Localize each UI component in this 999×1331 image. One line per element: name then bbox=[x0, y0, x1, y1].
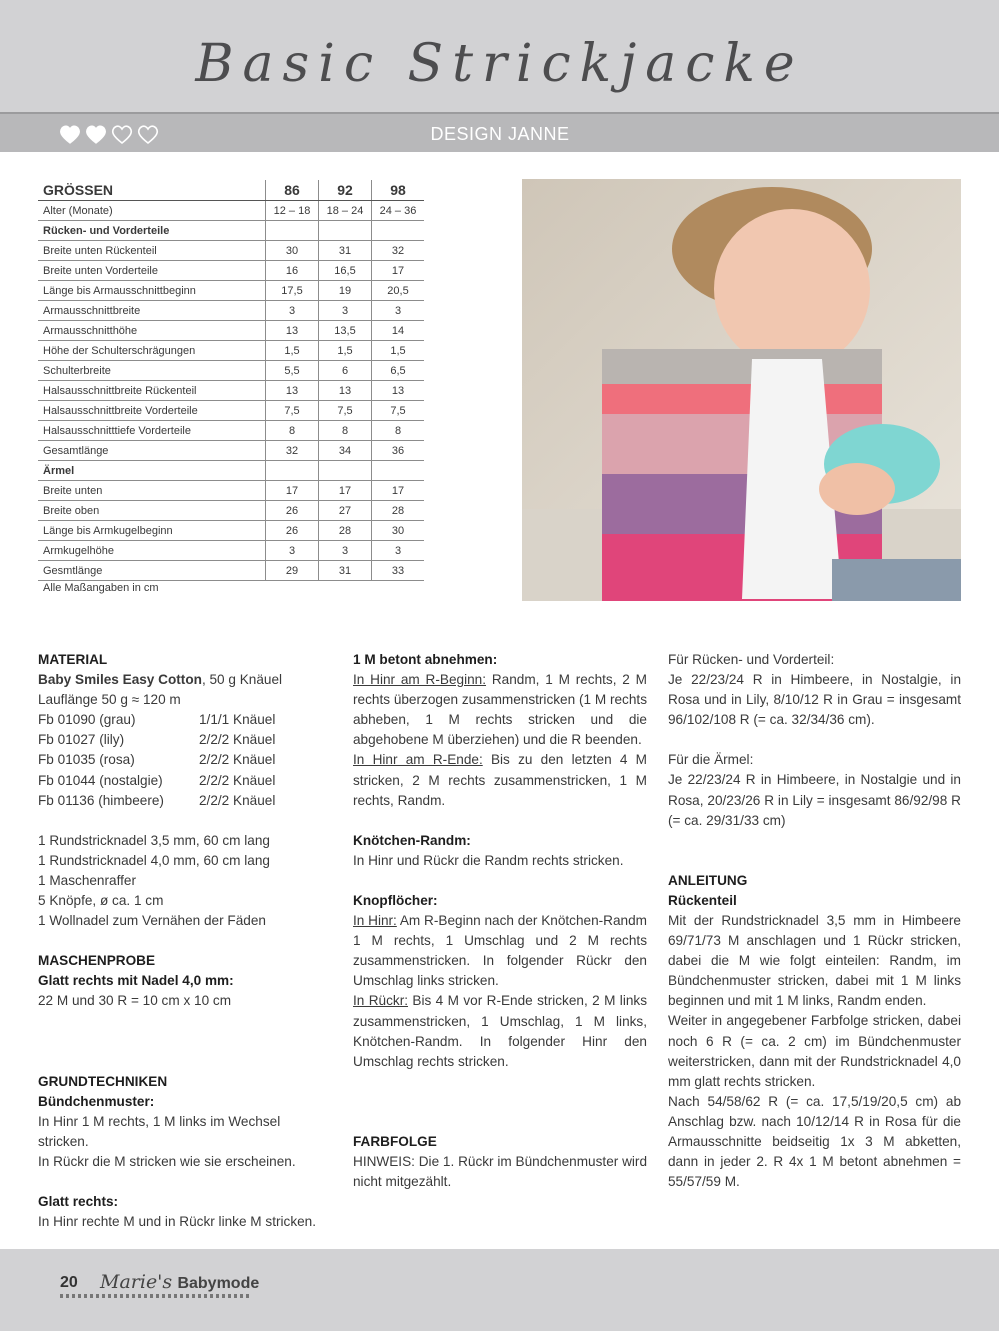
size-value: 33 bbox=[372, 561, 425, 581]
row-label: Armausschnittbreite bbox=[38, 301, 266, 321]
row-label: Länge bis Armausschnittbeginn bbox=[38, 281, 266, 301]
heart-filled-icon bbox=[61, 126, 80, 143]
table-row bbox=[38, 221, 424, 241]
knopfloecher-2-label: In Rückr: bbox=[353, 993, 409, 1009]
knopfloecher-1 bbox=[353, 911, 647, 991]
row-label: Gesmtlänge bbox=[38, 561, 266, 581]
table-row bbox=[38, 421, 424, 441]
sizes-table bbox=[38, 180, 424, 581]
size-value: 13 bbox=[372, 381, 425, 401]
column-techniques bbox=[353, 650, 647, 1192]
color-amount: 2/2/2 Knäuel bbox=[199, 792, 276, 808]
color-code: Fb 01027 (lily) bbox=[38, 732, 125, 748]
size-value: 16 bbox=[266, 261, 319, 281]
yarn-line bbox=[38, 670, 328, 690]
color-code: Fb 01044 (nostalgie) bbox=[38, 772, 163, 788]
size-value: 32 bbox=[372, 241, 425, 261]
rueckenteil-p1: Mit der Rundstricknadel 3,5 mm in Himbeere 69/71/73 M anschlagen und 1 Rückr stricken, dabei die M wie folgt einteilen: Randm, im Bündchenmuster stricken, dabei mit 1 M links beginnen und mit 1 M links, Randm enden. bbox=[668, 912, 961, 1009]
row-label: Ärmel bbox=[38, 461, 266, 481]
size-value: 30 bbox=[372, 521, 425, 541]
row-label: Höhe der Schulterschrägungen bbox=[38, 341, 266, 361]
rueckenteil-p2: Weiter in angegebener Farbfolge stricken, dabei noch 6 R (= ca. 2 cm) im Bündchenmuster weiterstricken, dann mit der Rundstricknadel 4,0 mm glatt rechts stricken. bbox=[668, 1013, 961, 1089]
table-row bbox=[38, 281, 424, 301]
rv-text: Je 22/23/24 R in Himbeere, in Nostalgie, in Rosa und in Lily, 8/10/12 R in Grau = insgesamt 96/102/108 R (= ca. 32/34/36 cm). bbox=[668, 672, 961, 728]
grundtechniken-heading: GRUNDTECHNIKEN bbox=[38, 1073, 168, 1089]
column-instructions bbox=[668, 650, 961, 1192]
row-label: Gesamtlänge bbox=[38, 441, 266, 461]
page-title: Basic Strickjacke bbox=[195, 34, 804, 94]
knopfloecher-2-text: Bis 4 M vor R-Ende stricken, 2 M links zusammenstricken, 1 Umschlag, 1 M links, Knötchen-Randm. In folgender Hinr den Umschlag rechts stricken. bbox=[353, 993, 647, 1069]
color-code: Fb 01090 (grau) bbox=[38, 712, 136, 728]
size-value: 34 bbox=[319, 441, 372, 461]
table-row bbox=[38, 381, 424, 401]
color-row bbox=[38, 771, 328, 791]
knopfloecher-1-text: Am R-Beginn nach der Knötchen-Randm 1 M rechts, 1 Umschlag und 2 M rechts zusammenstricken. In folgender Rückr den Umschlag links stricken. bbox=[353, 913, 647, 989]
size-value: 26 bbox=[266, 501, 319, 521]
size-value: 32 bbox=[266, 441, 319, 461]
row-label: GRÖSSEN bbox=[38, 180, 266, 201]
row-label: Breite unten Vorderteile bbox=[38, 261, 266, 281]
material-heading: MATERIAL bbox=[38, 652, 108, 667]
rv-heading: Für Rücken- und Vorderteil: bbox=[668, 652, 835, 667]
size-value bbox=[372, 221, 425, 241]
row-label: Breite oben bbox=[38, 501, 266, 521]
size-value: 16,5 bbox=[319, 261, 372, 281]
yarn-name: Baby Smiles Easy Cotton bbox=[38, 672, 202, 688]
magazine-brand bbox=[100, 1271, 259, 1294]
aermel-text: Je 22/23/24 R in Himbeere, in Nostalgie und in Rosa, 20/23/26 R in Lily = insgesamt 86/92/98 R (= ca. 29/31/33 cm) bbox=[668, 772, 961, 828]
tool-item: 1 Wollnadel zum Vernähen der Fäden bbox=[38, 913, 266, 929]
size-value: 20,5 bbox=[372, 281, 425, 301]
size-value: 7,5 bbox=[266, 401, 319, 421]
table-row bbox=[38, 401, 424, 421]
size-value: 3 bbox=[266, 301, 319, 321]
size-value bbox=[266, 221, 319, 241]
row-label: Breite unten Rückenteil bbox=[38, 241, 266, 261]
column-material bbox=[38, 650, 328, 1232]
size-value: 18 – 24 bbox=[319, 201, 372, 221]
size-value: 24 – 36 bbox=[372, 201, 425, 221]
size-value: 27 bbox=[319, 501, 372, 521]
table-row bbox=[38, 481, 424, 501]
size-value: 3 bbox=[372, 541, 425, 561]
table-row bbox=[38, 201, 424, 221]
tool-item: 1 Rundstricknadel 3,5 mm, 60 cm lang bbox=[38, 832, 270, 848]
size-value: 31 bbox=[319, 241, 372, 261]
lauflaenge: Lauflänge 50 g ≈ 120 m bbox=[38, 692, 181, 708]
abnehmen-1-text: Randm, 1 M rechts, 2 M rechts überzogen zusammenstricken (1 M rechts abheben, 1 M rechts stricken und die abgehobene M überziehen) und die R beenden. bbox=[353, 672, 647, 748]
table-note: Alle Maßangaben in cm bbox=[43, 582, 159, 594]
buendchen-line-2: In Rückr die M stricken wie sie erscheinen. bbox=[38, 1153, 296, 1169]
size-value: 28 bbox=[319, 521, 372, 541]
table-row bbox=[38, 561, 424, 581]
color-amount: 2/2/2 Knäuel bbox=[199, 752, 276, 768]
size-value: 29 bbox=[266, 561, 319, 581]
color-row bbox=[38, 730, 328, 750]
size-value: 5,5 bbox=[266, 361, 319, 381]
row-label: Halsausschnittbreite Vorderteile bbox=[38, 401, 266, 421]
difficulty-hearts-icon bbox=[58, 122, 168, 146]
row-label: Alter (Monate) bbox=[38, 201, 266, 221]
size-value: 17,5 bbox=[266, 281, 319, 301]
size-value: 1,5 bbox=[372, 341, 425, 361]
rueckenteil-p3: Nach 54/58/62 R (= ca. 17,5/19/20,5 cm) ab Anschlag bzw. nach 10/12/14 R in Rosa für die Armausschnitte beidseitig 1x 3 M abketten, dann in jeder 2. R 4x 1 M betont abnehmen = 55/57/59 M. bbox=[668, 1093, 961, 1190]
size-value: 13 bbox=[319, 381, 372, 401]
size-value: 31 bbox=[319, 561, 372, 581]
size-value: 14 bbox=[372, 321, 425, 341]
size-value: 26 bbox=[266, 521, 319, 541]
anleitung-heading: ANLEITUNG bbox=[668, 872, 748, 888]
aermel-heading: Für die Ärmel: bbox=[668, 752, 754, 768]
knoetchen-text: In Hinr und Rückr die Randm rechts stricken. bbox=[353, 852, 624, 868]
tool-list bbox=[38, 831, 328, 931]
row-label: Länge bis Armkugelbeginn bbox=[38, 521, 266, 541]
size-value: 17 bbox=[319, 481, 372, 501]
maschenprobe-text: 22 M und 30 R = 10 cm x 10 cm bbox=[38, 993, 232, 1009]
tool-item: 5 Knöpfe, ø ca. 1 cm bbox=[38, 893, 164, 909]
size-value: 98 bbox=[372, 180, 425, 201]
size-value: 13 bbox=[266, 381, 319, 401]
heart-outline-icon bbox=[139, 126, 158, 143]
color-code: Fb 01035 (rosa) bbox=[38, 752, 135, 768]
row-label: Breite unten bbox=[38, 481, 266, 501]
size-value: 17 bbox=[266, 481, 319, 501]
knopfloecher-heading: Knopflöcher: bbox=[353, 892, 438, 908]
size-value: 86 bbox=[266, 180, 319, 201]
designer-name: DESIGN JANNE bbox=[430, 124, 570, 144]
size-value: 8 bbox=[319, 421, 372, 441]
size-value: 36 bbox=[372, 441, 425, 461]
size-value bbox=[372, 461, 425, 481]
abnehmen-2-text: Bis zu den letzten 4 M stricken, 2 M rechts zusammenstricken, 1 M rechts, Randm. bbox=[353, 752, 647, 808]
color-list bbox=[38, 710, 328, 810]
abnehmen-heading: 1 M betont abnehmen: bbox=[353, 652, 498, 667]
size-value: 30 bbox=[266, 241, 319, 261]
row-label: Halsausschnittbreite Rückenteil bbox=[38, 381, 266, 401]
table-row bbox=[38, 301, 424, 321]
maschenprobe-subheading: Glatt rechts mit Nadel 4,0 mm: bbox=[38, 973, 234, 989]
product-photo bbox=[522, 179, 961, 601]
color-row bbox=[38, 710, 328, 730]
size-value: 8 bbox=[372, 421, 425, 441]
table-row bbox=[38, 521, 424, 541]
size-value: 13,5 bbox=[319, 321, 372, 341]
brand-script: Marie's bbox=[100, 1271, 173, 1293]
size-value bbox=[266, 461, 319, 481]
glatt-heading: Glatt rechts: bbox=[38, 1193, 119, 1209]
size-value: 17 bbox=[372, 261, 425, 281]
farbfolge-heading: FARBFOLGE bbox=[353, 1133, 437, 1149]
tool-item: 1 Rundstricknadel 4,0 mm, 60 cm lang bbox=[38, 852, 270, 868]
brand-underline bbox=[60, 1294, 252, 1298]
table-row bbox=[38, 261, 424, 281]
table-row bbox=[38, 341, 424, 361]
size-value: 6,5 bbox=[372, 361, 425, 381]
buendchen-heading: Bündchenmuster: bbox=[38, 1093, 155, 1109]
rueckenteil-heading: Rückenteil bbox=[668, 892, 737, 908]
glatt-text: In Hinr rechte M und in Rückr linke M stricken. bbox=[38, 1214, 317, 1230]
row-label: Armausschnitthöhe bbox=[38, 321, 266, 341]
table-row bbox=[38, 501, 424, 521]
size-value: 28 bbox=[372, 501, 425, 521]
table-row bbox=[38, 461, 424, 481]
table-row bbox=[38, 361, 424, 381]
color-amount: 1/1/1 Knäuel bbox=[199, 712, 276, 728]
color-row bbox=[38, 750, 328, 770]
table-row bbox=[38, 441, 424, 461]
table-row bbox=[38, 541, 424, 561]
buendchen-line-1: In Hinr 1 M rechts, 1 M links im Wechsel stricken. bbox=[38, 1113, 281, 1149]
size-value: 92 bbox=[319, 180, 372, 201]
size-value: 3 bbox=[372, 301, 425, 321]
knopfloecher-2 bbox=[353, 991, 647, 1071]
abnehmen-1-label: In Hinr am R-Beginn: bbox=[353, 672, 487, 688]
size-value: 17 bbox=[372, 481, 425, 501]
size-value: 3 bbox=[266, 541, 319, 561]
color-amount: 2/2/2 Knäuel bbox=[199, 732, 276, 748]
color-code: Fb 01136 (himbeere) bbox=[38, 792, 164, 808]
row-label: Armkugelhöhe bbox=[38, 541, 266, 561]
size-value: 1,5 bbox=[319, 341, 372, 361]
size-value: 1,5 bbox=[266, 341, 319, 361]
heart-outline-icon bbox=[113, 126, 132, 143]
size-value: 7,5 bbox=[319, 401, 372, 421]
size-value: 12 – 18 bbox=[266, 201, 319, 221]
row-label: Halsausschnitttiefe Vorderteile bbox=[38, 421, 266, 441]
size-value: 6 bbox=[319, 361, 372, 381]
size-value bbox=[319, 461, 372, 481]
page-number: 20 bbox=[60, 1274, 78, 1291]
size-value bbox=[319, 221, 372, 241]
table-row bbox=[38, 321, 424, 341]
size-value: 7,5 bbox=[372, 401, 425, 421]
row-label: Schulterbreite bbox=[38, 361, 266, 381]
row-label: Rücken- und Vorderteile bbox=[38, 221, 266, 241]
color-amount: 2/2/2 Knäuel bbox=[199, 772, 276, 788]
color-row bbox=[38, 791, 328, 811]
size-value: 8 bbox=[266, 421, 319, 441]
tool-item: 1 Maschenraffer bbox=[38, 872, 136, 888]
abnehmen-2-label: In Hinr am R-Ende: bbox=[353, 752, 483, 768]
size-value: 3 bbox=[319, 301, 372, 321]
abnehmen-1 bbox=[353, 670, 647, 750]
size-value: 19 bbox=[319, 281, 372, 301]
farbfolge-text: HINWEIS: Die 1. Rückr im Bündchenmuster wird nicht mitgezählt. bbox=[353, 1153, 647, 1189]
maschenprobe-heading: MASCHENPROBE bbox=[38, 953, 156, 969]
knopfloecher-1-label: In Hinr: bbox=[353, 913, 397, 929]
table-header-row bbox=[38, 180, 424, 201]
size-value: 3 bbox=[319, 541, 372, 561]
size-value: 13 bbox=[266, 321, 319, 341]
abnehmen-2 bbox=[353, 750, 647, 810]
heart-filled-icon bbox=[87, 126, 106, 143]
knoetchen-heading: Knötchen-Randm: bbox=[353, 832, 471, 848]
brand-bold: Babymode bbox=[177, 1275, 260, 1292]
yarn-unit: , 50 g Knäuel bbox=[201, 672, 283, 688]
table-row bbox=[38, 241, 424, 261]
